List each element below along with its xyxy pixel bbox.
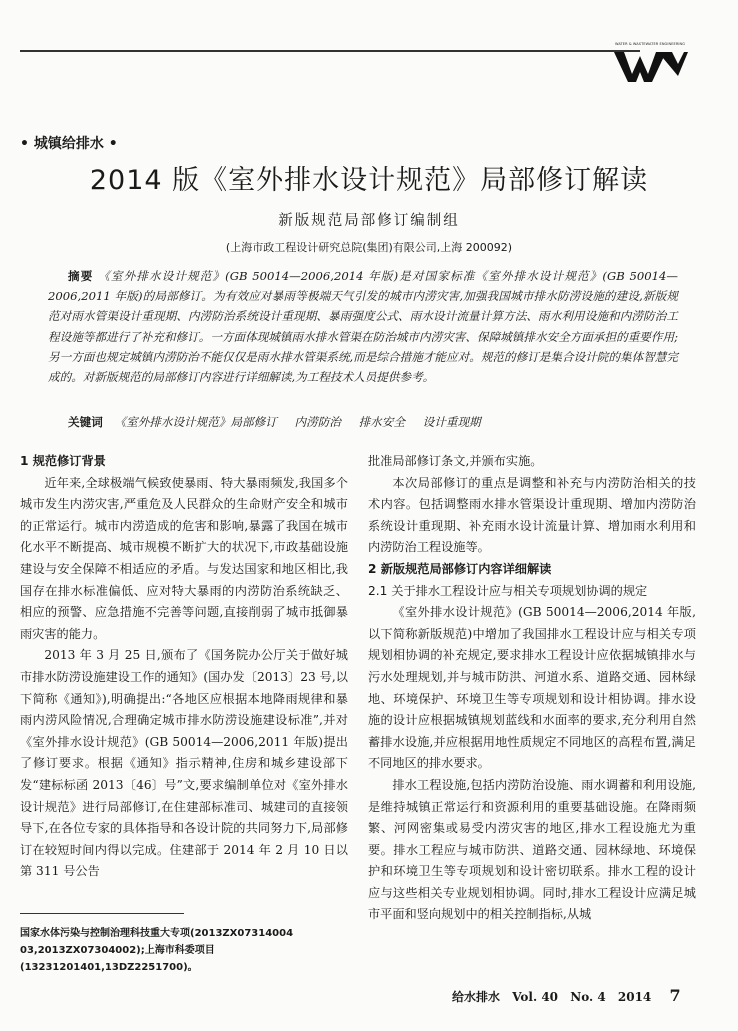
left-column (20, 451, 348, 883)
keyword-item: 设计重现期 (422, 415, 481, 429)
abstract-text: 《室外排水设计规范》(GB 50014—2006,2014 年版)是对国家标准《室外排水设计规范》(GB 50014—2006,2011 年版)的局部修订。为有效应对暴雨等极端天气引发的城市内涝灾害,加强我国城市排水防涝设施的建设,新版规范对雨水管渠设计重现期、内涝防治系统设计重现期、暴雨强度公式、雨水设计流量计算方法、雨水利用设施和内涝防治工程设施等都进行了补充和修订。一方面体现城镇雨水排水管渠在防治城市内涝灾害、保障城镇排水安全方面承担的重要作用;另一方面也规定城镇内涝防治不能仅仅是雨水排水管渠系统,而是综合措施才能应对。规范的修订是集合设计院的集体智慧完成的。对新版规范的局部修订内容进行详细解读,为工程技术人员提供参考。 (48, 269, 678, 385)
keywords (68, 412, 495, 432)
footer-journal: 给水排水 (452, 990, 501, 1004)
keyword-item: 《室外排水设计规范》局部修订 (114, 415, 277, 429)
header-rule (20, 50, 640, 52)
abstract (48, 266, 678, 387)
footnote-rule (20, 913, 184, 914)
affiliation: (上海市政工程设计研究总院(集团)有限公司,上海 200092) (225, 241, 513, 254)
paragraph: 本次局部修订的重点是调整和补充与内涝防治相关的技术内容。包括调整雨水排水管渠设计重现期、增加内涝防治系统设计重现期、补充雨水设计流量计算、增加雨水利用和内涝防治工程设施等。 (368, 475, 696, 555)
paragraph: 2013 年 3 月 25 日,颁布了《国务院办公厅关于做好城市排水防涝设施建设工作的通知》(国办发〔2013〕23 号,以下简称《通知》),明确提出:“各地区应根据本地降雨规律和暴雨内涝风险情况,合理确定城市排水防涝设施建设标准”,并对《室外排水设计规范》(GB 50014—2006,2011 年版)提出了修订要求。根据《通知》指示精神,住房和城乡建设部下发“建标标函 2013〔46〕号”文,要求编制单位对《室外排水设计规范》进行局部修订,在住建部标准司、城建司的直接领导下,在各位专家的具体指导和各设计院的共同努力下,局部修订在较短时间内得以完成。住建部于 2014 年 2 月 10 日以第 311 号公告 (20, 648, 348, 879)
subsection-heading-2-1: 2.1 关于排水工程设计应与相关专项规划协调的规定 (368, 583, 648, 598)
authors: 新版规范局部修订编制组 (278, 213, 460, 229)
paragraph: 近年来,全球极端气候致使暴雨、特大暴雨频发,我国多个城市发生内涝灾害,严重危及人民群众的生命财产安全和城市的正常运行。城市内涝造成的危害和影响,暴露了我国在城市化水平不断提高、城市规模不断扩大的状况下,市政基础设施建设与安全保障不相适应的矛盾。与发达国家和地区相比,我国存在排水标准偏低、应对特大暴雨的内涝防治系统缺乏、相应的预警、应急措施不完善等问题,直接削弱了城市抵御暴雨灾害的能力。 (20, 475, 348, 641)
footnote: 国家水体污染与控制治理科技重大专项(2013ZX07314004 03,2013ZX07304002);上海市科委项目(13231201401,13DZ2251700)。 (20, 928, 294, 973)
footer-issue: No. 4 (570, 990, 606, 1004)
logo-w-icon (612, 42, 688, 84)
logo-text: WATER & WASTEWATER ENGINEERING (614, 42, 686, 46)
page-number: 7 (669, 986, 681, 1005)
article-title: 2014 版《室外排水设计规范》局部修订解读 (89, 165, 649, 196)
right-column (368, 451, 696, 926)
paragraph: 《室外排水设计规范》(GB 50014—2006,2014 年版,以下简称新版规范)中增加了我国排水工程设计应与相关专项规划相协调的补充规定,要求排水工程设计应依据城镇排水与污水处理规划,并与城市防洪、河道水系、道路交通、园林绿地、环境保护、环境卫生等专项规划和设计相协调。排水设施的设计应根据城镇规划蓝线和水面率的要求,充分利用自然蓄排水设施,并应根据用地性质规定不同地区的高程布置,满足不同地区的排水要求。 (368, 605, 696, 771)
keywords-label: 关键词 (68, 415, 103, 429)
footer-volume: Vol. 40 (512, 990, 559, 1004)
footer-year: 2014 (617, 990, 652, 1004)
keyword-item: 排水安全 (358, 415, 405, 429)
abstract-label: 摘要 (68, 269, 94, 283)
journal-logo (612, 42, 688, 84)
section-heading-2: 2 新版规范局部修订内容详细解读 (368, 561, 552, 576)
page-footer (452, 986, 689, 1005)
section-tag: • 城镇给排水 • (20, 136, 118, 152)
paragraph: 排水工程设施,包括内涝防治设施、雨水调蓄和利用设施,是维持城镇正常运行和资源利用的重要基础设施。在降雨频繁、河网密集或易受内涝灾害的地区,排水工程设施尤为重要。排水工程应与城市防洪、道路交通、园林绿地、环境保护和环境卫生等专项规划和设计密切联系。排水工程的设计应与这些相关专业规划相协调。同时,排水工程设计应满足城市平面和竖向规划中的相关控制指标,从城 (368, 777, 696, 922)
paragraph: 批准局部修订条文,并颁布实施。 (368, 454, 543, 468)
keyword-item: 内涝防治 (294, 415, 341, 429)
section-heading-1: 1 规范修订背景 (20, 454, 106, 468)
